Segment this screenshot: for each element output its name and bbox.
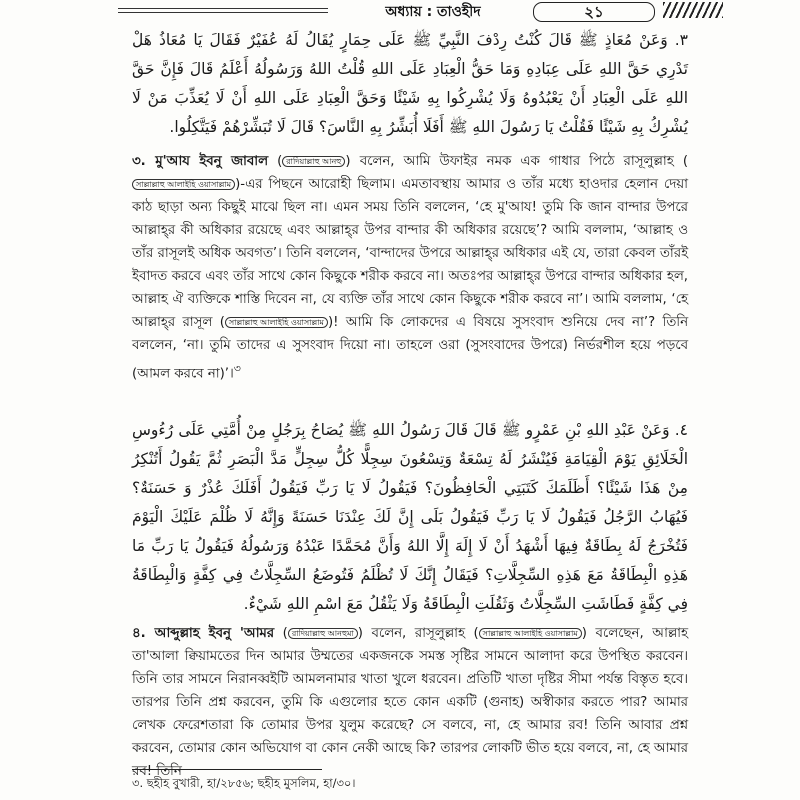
honorific-badge: রাদিয়াল্লাহু আনহুমা (288, 628, 358, 639)
chapter-title: অধ্যায় : তাওহীদ (385, 4, 481, 20)
hadith-4-arabic: ٤. وَعَنْ عَبْدِ اللهِ بْنِ عَمْرٍو ﷺ قَالَ قَالَ رَسُولُ اللهِ ﷺ يُصَاحُ بِرَجُلٍ مِنْ أُمَّتِي عَلَى رُءُوسِ الْخَلَائِقِ يَوْمَ الْقِيَامَةِ فَيُنْشَرُ لَهُ تِسْعَةٌ وَتِسْعُونَ سِجِلًّا كُلُّ سِجِلٍّ مَدَّ الْبَصَرِ ثُمَّ يَقُولُ أَتُنْكِرُ مِنْ هَذَا شَيْئًا؟ أَظَلَمَكَ كَتَبَتِي الْحَافِظُونَ؟ فَيَقُولُ لَا يَا رَبِّ فَيَقُولُ أَفَلَكَ عُذْرٌ وَ حَسَنَةٌ؟ فَيُهَابُ الرَّجُلُ فَيَقُولُ لَا يَا رَبِّ فَيَقُولُ بَلَى إِنَّ لَكَ عِنْدَنَا حَسَنَةً وَإِنَّهُ لَا ظُلْمَ عَلَيْكَ الْيَوْمَ فَتُخْرَجُ لَهُ بِطَاقَةٌ فِيهَا أَشْهَدُ أَنْ لَا إِلَهَ إِلَّا اللهُ وَأَنَّ مُحَمَّدًا عَبْدُهُ وَرَسُولُهُ فَيَقُولُ يَا رَبِّ مَا هَذِهِ الْبِطَاقَةُ مَعَ هَذِهِ السِّجِلَّاتِ؟ فَيَقَالُ إِنَّكَ لَا تُظْلَمُ فَتُوضَعُ السِّجِلَّاتُ فِي كِفَّةٍ وَالْبِطَاقَةُ فِي كِفَّةٍ فَطَاشَتِ السِّجِلَّاتُ وَثَقُلَتِ الْبِطَاقَةُ وَلَا يَثْقُلُ مَعَ اسْمِ اللهِ شَيْءٌ. (132, 421, 688, 613)
hadith-4-text-b: বলেছেন, আল্লাহ তা'আলা ক্বিয়ামতের দিন আমার উম্মতের একজনকে সমস্ত সৃষ্টির সামনে আলাদা করে উপস্থিত করবেন। তিনি তার সামনে নিরানব্বইটি আমলনামার খাতা খুলে ধরবেন। প্রতিটি খাতা দৃষ্টির সীমা পর্যন্ত বিস্তৃত হবে। তারপর তিনি প্রশ্ন করবেন, তুমি কি এগুলোর হতে কোন একটি (গুনাহ) অস্বীকার করতে পার? আমার লেখক ফেরেশতারা কি তোমার উপর যুলুম করেছে? সে বলবে, না, হে আমার রব! তিনি আবার প্রশ্ন করবেন, তোমার কোন অভিযোগ বা কোন নেকী আছে কি? তারপর লোকটি ভীত হয়ে বলবে, না, হে আমার রব! তিনি (132, 626, 689, 779)
page-number: ২১ (533, 2, 655, 22)
hadith-3-text-a: বলেন, আমি উফাইর নমক এক গাধার পিঠে রাসূলুল্লাহ (359, 154, 674, 169)
footnote-divider (132, 769, 322, 770)
honorific-badge: রাদিয়াল্লাহু আনহু (282, 156, 345, 167)
hadith-3-arabic: ٣. وَعَنْ مُعَاذٍ ﷺ قَالَ كُنْتُ رِدْفَ النَّبِيِّ ﷺ عَلَى حِمَارٍ يُقَالُ لَهُ عُفَيْرٌ فَقَالَ يَا مُعَاذُ هَلْ تَدْرِي حَقَّ اللهِ عَلَى عِبَادِهِ وَمَا حَقُّ الْعِبَادِ عَلَى اللهِ قُلْتُ اللهُ وَرَسُولُهُ أَعْلَمُ قَالَ فَإِنَّ حَقَّ اللهِ عَلَى الْعِبَادِ أَنْ يَعْبُدُوهُ وَلَا يُشْرِكُوا بِهِ شَيْئًا وَحَقَّ الْعِبَادِ عَلَى اللهِ أَنْ لَا يُعَذِّبَ مَنْ لَا يُشْرِكُ بِهِ شَيْئًا فَقُلْتُ يَا رَسُولَ اللهِ ﷺ أَفَلَا أُبَشِّرُ بِهِ النَّاسَ؟ قَالَ لَا تُبَشِّرْهُمْ فَيَتَّكِلُوا. (132, 31, 688, 136)
footnote: ৩. ছহীহ বুখারী, হা/২৮৫৬; ছহীহ মুসলিম, হা/৩০। (132, 776, 356, 790)
footnote-reference[interactable]: ৩ (233, 362, 241, 375)
header-ornament-left (118, 8, 328, 13)
honorific-badge: সাল্লাল্লাহু আলাইহি ওয়াসাল্লাম (479, 628, 582, 639)
hadith-4-translation: ৪. আব্দুল্লাহ ইবনু 'আমর ( রাদিয়াল্লাহু আনহুমা ) বলেন, রাসূলুল্লাহ ( সাল্লাল্লাহু আলাইহি ওয়াসাল্লাম ) বলেছেন, আল্লাহ তা'আলা ক্বিয়ামতের দিন আমার উম্মতের একজনকে সমস্ত সৃষ্টির সামনে আলাদা করে উপস্থিত করবেন। তিনি তার সামনে নিরানব্বইটি আমলনামার খাতা খুলে ধরবেন। প্রতিটি খাতা দৃষ্টির সীমা পর্যন্ত বিস্তৃত হবে। তারপর তিনি প্রশ্ন করবেন, তুমি কি এগুলোর হতে কোন একটি (গুনাহ) অস্বীকার করতে পার? আমার লেখক ফেরেশতারা কি তোমার উপর যুলুম করেছে? সে বলবে, না, হে আমার রব! তিনি আবার প্রশ্ন করবেন, তোমার কোন অভিযোগ বা কোন নেকী আছে কি? তারপর লোকটি ভীত হয়ে বলবে, না, হে আমার রব! তিনি (132, 626, 689, 779)
page-header (118, 0, 718, 22)
hadith-4-narrator: ৪. আব্দুল্লাহ ইবনু 'আমর (132, 626, 275, 641)
hadith-3-text-c: ! আমি কি লোকদের এ বিষয়ে সুসংবাদ শুনিয়ে দেব না’? তিনি বললেন, ‘না। তুমি তাদের এ সুসংবাদ দিয়ো না। তাহলে ওরা (সুসংবাদের উপরে) নির্ভরশীল হয়ে পড়বে (আমল করবে না)’। (132, 315, 689, 382)
hadith-3-translation: ৩. মু'আয ইবনু জাবাল ( রাদিয়াল্লাহু আনহু ) বলেন, আমি উফাইর নমক এক গাধার পিঠে রাসূলুল্লাহ (সাল্লাল্লাহু আলাইহি ওয়াসাল্লাম )-এর পিছনে আরোহী ছিলাম। এমতাবস্থায় আমার ও তাঁর মধ্যে হাওদার হেলান দেয়া কাঠ ছাড়া অন্য কিছুই মাঝে ছিল না। এমন সময় তিনি বললেন, ‘হে মু'আয! তুমি কি জান বান্দার উপরে আল্লাহ্‌র কী অধিকার রয়েছে এবং আল্লাহ্‌র উপর বান্দার কী অধিকার রয়েছে’? আমি বললাম, ‘আল্লাহ ও তাঁর রাসূলই অধিক অবগত’। তিনি বললেন, ‘বান্দাদের উপরে আল্লাহ্‌র অধিকার এই যে, তারা কেবল তাঁরই ইবাদত করবে এবং তাঁর সাথে কোন কিছুকে শরীক করবে না। অতঃপর আল্লাহ্‌র উপরে বান্দার অধিকার হল, আল্লাহ ঐ ব্যক্তিকে শাস্তি দিবেন না, যে ব্যক্তি তাঁর সাথে কোন কিছুকে শরীক করবে না’। আমি বললাম, ‘হে আল্লাহ্‌র রাসূল ( সাল্লাল্লাহু আলাইহি ওয়াসাল্লাম )! আমি কি লোকদের এ বিষয়ে সুসংবাদ শুনিয়ে দেব না’? তিনি বললেন, ‘না। তুমি তাদের এ সুসংবাদ দিয়ো না। তাহলে ওরা (সুসংবাদের উপরে) নির্ভরশীল হয়ে পড়বে (আমল করবে না)’।$^৩$ (132, 154, 689, 382)
honorific-badge: সাল্লাল্লাহু আলাইহি ওয়াসাল্লাম (225, 317, 328, 328)
hadith-3-text-b: -এর পিছনে আরোহী ছিলাম। এমতাবস্থায় আমার ও তাঁর মধ্যে হাওদার হেলান দেয়া কাঠ ছাড়া অন্য কিছুই মাঝে ছিল না। এমন সময় তিনি বললেন, ‘হে মু'আয! তুমি কি জান বান্দার উপরে আল্লাহ্‌র কী অধিকার রয়েছে এবং আল্লাহ্‌র উপর বান্দার কী অধিকার রয়েছে’? আমি বললাম, ‘আল্লাহ ও তাঁর রাসূলই অধিক অবগত’। তিনি বললেন, ‘বান্দাদের উপরে আল্লাহ্‌র অধিকার এই যে, তারা কেবল তাঁরই ইবাদত করবে এবং তাঁর সাথে কোন কিছুকে শরীক করবে না। অতঃপর আল্লাহ্‌র উপরে বান্দার অধিকার হল, আল্লাহ ঐ ব্যক্তিকে শাস্তি দিবেন না, যে ব্যক্তি তাঁর সাথে কোন কিছুকে শরীক করবে না’। আমি বললাম, ‘হে আল্লাহ্‌র রাসূল (132, 177, 688, 330)
hadith-3-narrator: ৩. মু'আয ইবনু জাবাল (132, 154, 268, 169)
honorific-badge: সাল্লাল্লাহু আলাইহি ওয়াসাল্লাম (132, 179, 235, 190)
header-ornament-right (663, 2, 723, 18)
hadith-4-text-a: বলেন, রাসূলুল্লাহ (371, 626, 465, 641)
